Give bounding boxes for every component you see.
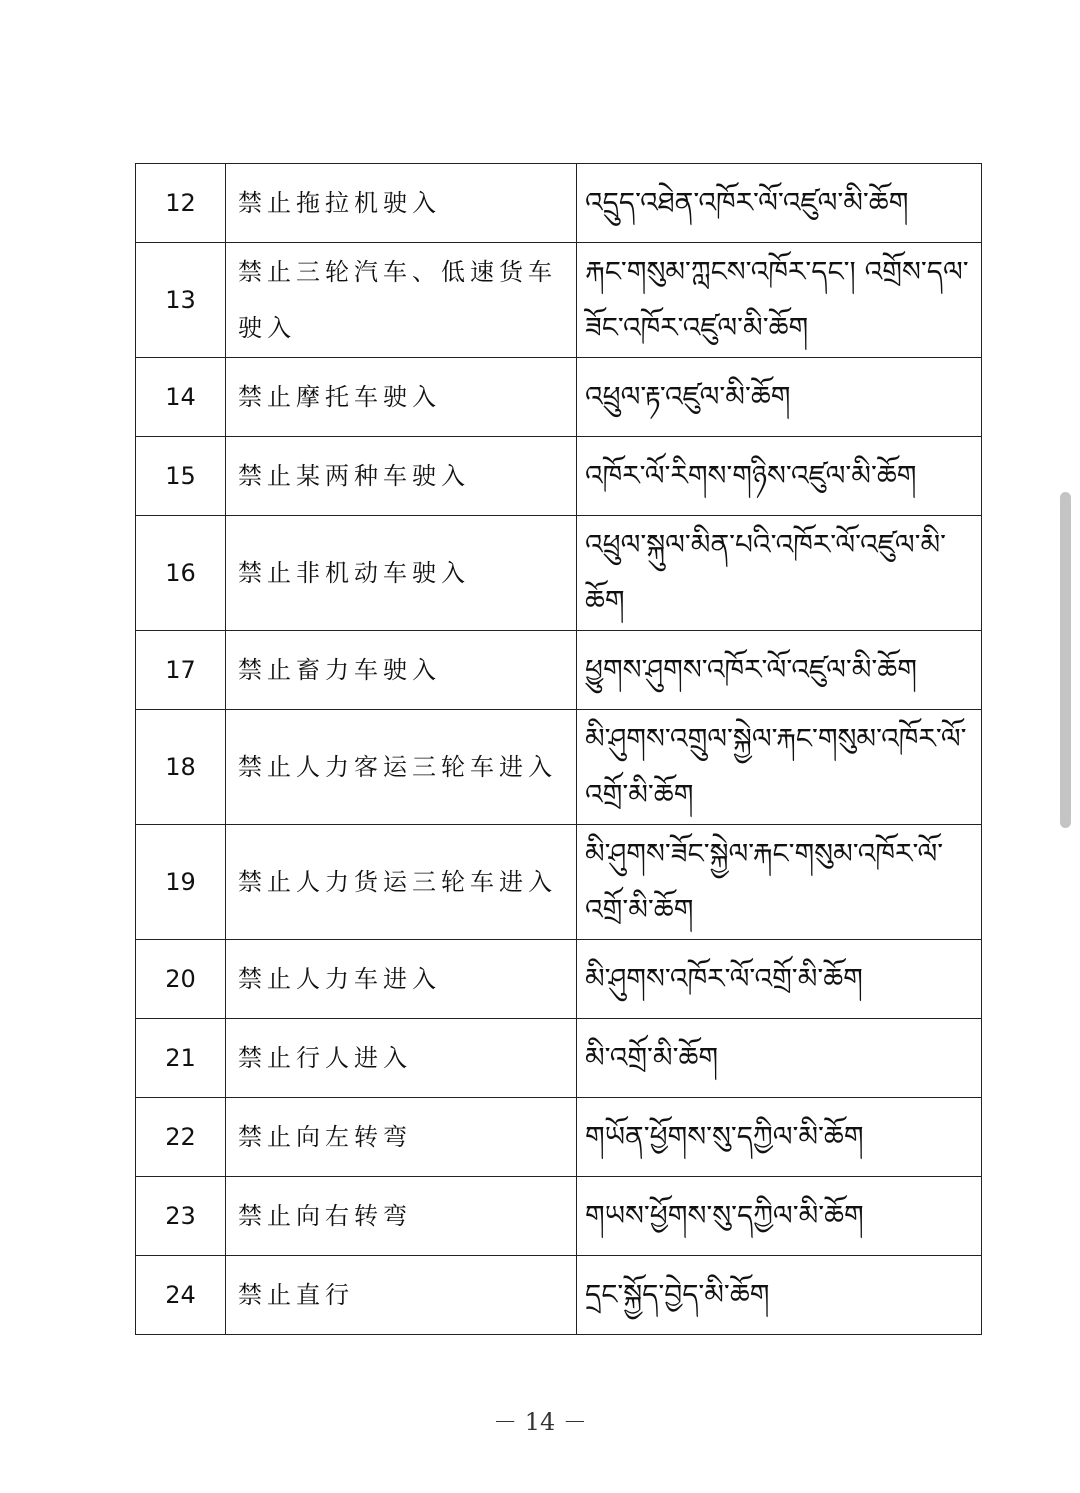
table-row	[136, 164, 982, 243]
tibetan-term: འཕྲུལ་སྐུལ་མིན་པའི་འཁོར་ལོ་འཛུལ་མི་ཆོག	[577, 516, 982, 631]
table-row	[136, 516, 982, 631]
scrollbar-thumb[interactable]	[1060, 492, 1071, 828]
tibetan-term: མི་ཤུགས་འཁོར་ལོ་འགྲོ་མི་ཆོག	[577, 940, 982, 1019]
table-row	[136, 825, 982, 940]
table-row	[136, 1256, 982, 1335]
tibetan-term: མི་ཤུགས་ཟོང་སྐྱེལ་རྐང་གསུམ་འཁོར་ལོ་འགྲོ་མི་ཆོག	[577, 825, 982, 940]
table-row	[136, 631, 982, 710]
chinese-term: 禁止直行	[226, 1256, 577, 1335]
row-number: 23	[136, 1177, 226, 1256]
table-row	[136, 437, 982, 516]
tibetan-term: མི་ཤུགས་འགྲུལ་སྐྱེལ་རྐང་གསུམ་འཁོར་ལོ་འགྲོ་མི་ཆོག	[577, 710, 982, 825]
row-number: 16	[136, 516, 226, 631]
row-number: 13	[136, 243, 226, 358]
row-number: 12	[136, 164, 226, 243]
table-row	[136, 243, 982, 358]
tibetan-term: གཡོན་ཕྱོགས་སུ་དཀྱིལ་མི་ཆོག	[577, 1098, 982, 1177]
tibetan-term: མི་འགྲོ་མི་ཆོག	[577, 1019, 982, 1098]
row-number: 22	[136, 1098, 226, 1177]
table-row	[136, 358, 982, 437]
tibetan-term: འདྲུད་འཐེན་འཁོར་ལོ་འཛུལ་མི་ཆོག	[577, 164, 982, 243]
chinese-term: 禁止非机动车驶入	[226, 516, 577, 631]
chinese-term: 禁止向左转弯	[226, 1098, 577, 1177]
chinese-term: 禁止某两种车驶入	[226, 437, 577, 516]
tibetan-term: འཕྲུལ་རྟ་འཛུལ་མི་ཆོག	[577, 358, 982, 437]
chinese-term: 禁止三轮汽车、低速货车驶入	[226, 243, 577, 358]
chinese-term: 禁止摩托车驶入	[226, 358, 577, 437]
sign-table	[135, 163, 982, 1335]
chinese-term: 禁止畜力车驶入	[226, 631, 577, 710]
tibetan-term: འཁོར་ལོ་རིགས་གཉིས་འཛུལ་མི་ཆོག	[577, 437, 982, 516]
row-number: 21	[136, 1019, 226, 1098]
row-number: 18	[136, 710, 226, 825]
chinese-term: 禁止人力客运三轮车进入	[226, 710, 577, 825]
chinese-term: 禁止行人进入	[226, 1019, 577, 1098]
tibetan-term: གཡས་ཕྱོགས་སུ་དཀྱིལ་མི་ཆོག	[577, 1177, 982, 1256]
row-number: 14	[136, 358, 226, 437]
table-row	[136, 1019, 982, 1098]
table-row	[136, 710, 982, 825]
table-row	[136, 940, 982, 1019]
table-row	[136, 1177, 982, 1256]
row-number: 20	[136, 940, 226, 1019]
tibetan-term: རྐང་གསུམ་ཀླངས་འཁོར་དང་། འགྲོས་དལ་ཟོང་འཁོར་འཛུལ་མི་ཆོག	[577, 243, 982, 358]
chinese-term: 禁止人力车进入	[226, 940, 577, 1019]
chinese-term: 禁止拖拉机驶入	[226, 164, 577, 243]
row-number: 17	[136, 631, 226, 710]
row-number: 19	[136, 825, 226, 940]
table-row	[136, 1098, 982, 1177]
row-number: 15	[136, 437, 226, 516]
row-number: 24	[136, 1256, 226, 1335]
chinese-term: 禁止向右转弯	[226, 1177, 577, 1256]
tibetan-term: དྲང་སྐྱོད་བྱེད་མི་ཆོག	[577, 1256, 982, 1335]
tibetan-term: ཕྱུགས་ཤུགས་འཁོར་ལོ་འཛུལ་མི་ཆོག	[577, 631, 982, 710]
chinese-term: 禁止人力货运三轮车进入	[226, 825, 577, 940]
page-number: － 14 －	[493, 1408, 587, 1436]
